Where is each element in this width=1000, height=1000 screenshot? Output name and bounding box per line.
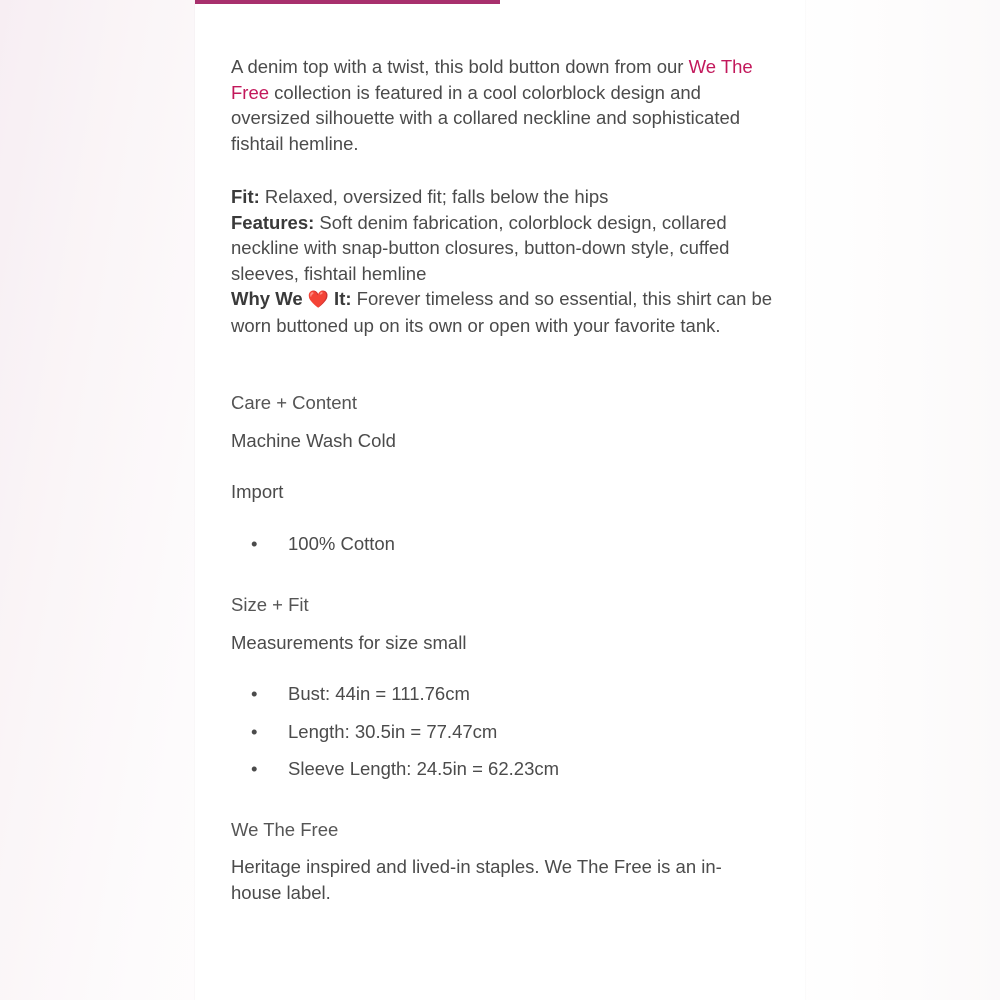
size-fit-section (231, 592, 776, 782)
label-info-text: Heritage inspired and lived-in staples. We The Free is an in-house label. (231, 856, 722, 903)
size-fit-subheading: Measurements for size small (231, 631, 467, 653)
description-lead-part1: A denim top with a twist, this bold button down from our (231, 56, 689, 77)
spacer (231, 338, 776, 390)
features-label: Features: (231, 211, 315, 233)
description-lead-part2: collection is featured in a cool colorblock design and oversized silhouette with a collared neckline and sophisticated fishtail hemline. (231, 81, 741, 154)
list-item: • Bust: 44in = 111.76cm (231, 681, 776, 707)
heart-icon: ❤️ (307, 290, 329, 309)
spacer (231, 618, 776, 630)
label-info-heading: We The Free (231, 818, 339, 840)
spacer (231, 782, 776, 817)
list-item: • Sleeve Length: 24.5in = 62.23cm (231, 756, 776, 782)
spacer (231, 556, 776, 592)
size-fit-heading: Size + Fit (231, 594, 309, 615)
care-content-heading: Care + Content (231, 392, 357, 413)
care-import-note: Import (231, 481, 284, 502)
fit-text: Relaxed, oversized fit; falls below the hips (259, 186, 609, 207)
product-description (231, 54, 776, 156)
spacer (231, 453, 776, 465)
fit-label: Fit: (231, 186, 260, 207)
why-label-post: It: (328, 288, 352, 309)
why-text: Forever timeless and so essential, this shirt can be worn buttoned up on its own or open with your favorite tank. (231, 288, 773, 336)
care-wash-instruction: Machine Wash Cold (231, 429, 396, 451)
materials-list (231, 531, 776, 557)
spacer (231, 842, 776, 854)
why-we-love-it-label (231, 288, 352, 309)
product-details-content (231, 0, 776, 905)
page-right-fade (790, 0, 1000, 1000)
features-text: Soft denim fabrication, colorblock design, collared neckline with snap-button closures, button-down style, cuffed sleeves, fishtail hemline (231, 211, 730, 284)
list-item: • Length: 30.5in = 77.47cm (231, 719, 776, 745)
spacer (231, 655, 776, 681)
label-info-section (231, 817, 776, 906)
brand-name-inline: We The Free (231, 56, 753, 103)
why-label-pre: Why We (231, 288, 308, 309)
measurements-list (231, 681, 776, 782)
spacer (231, 416, 776, 428)
care-content-section (231, 390, 776, 556)
list-item: • 100% Cotton (231, 531, 776, 557)
fit-features-why-block (231, 184, 776, 338)
